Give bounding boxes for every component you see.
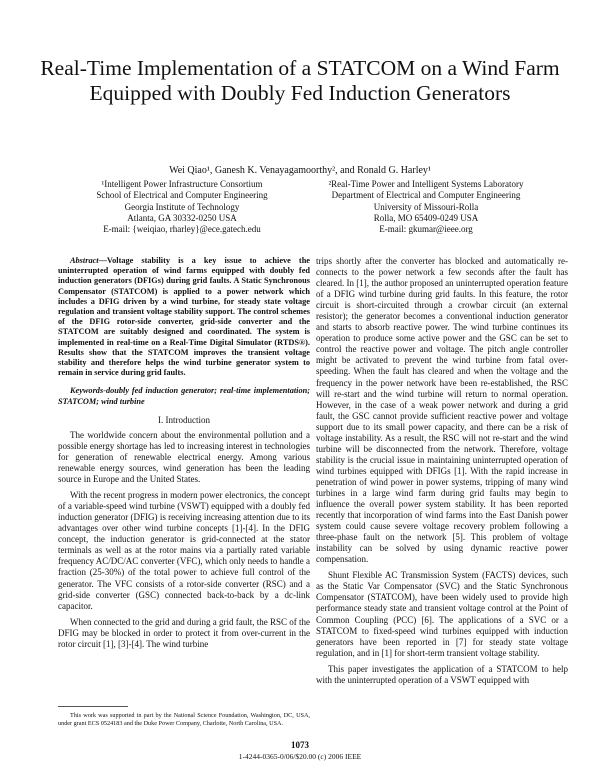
affiliation-left [62,179,302,235]
funding-footnote: This work was supported in part by the National Science Foundation, Washington, DC, USA, under grant ECS 0524183 and the Duke Power Company, Charlotte, North Carolina, USA. [58,712,310,727]
paper-title: Real-Time Implementation of a STATCOM on a Wind Farm Equipped with Doubly Fed Induction Generators [40,56,560,105]
affiliation-line: University of Missouri-Rolla [373,201,479,212]
body-paragraph: With the recent progress in modern power electronics, the concept of a variable-speed wind turbine (VSWT) equipped with a doubly fed induction generator (DFIG) is receiving increasing attention due to its advantages over other wind turbine concepts [1]-[4]. In the DFIG concept, the induction generator is grid-connected at the stator terminals as well as at the rotor mains via a partially rated variable frequency AC/DC/AC converter (VFC), which only needs to handle a fraction (25-30%) of the total power to achieve full control of the generator. The VFC consists of a rotor-side converter (RSC) and a grid-side converter (GSC) connected back-to-back by a dc-link capacitor. [58,490,310,611]
affiliation-line: Rolla, MO 65409-0249 USA [373,212,479,223]
abstract-text: —Voltage stability is a key issue to achieve the uninterrupted operation of wind farms equipped with doubly fed induction generators (DFIGs) during grid faults. A Static Synchronous Compensator (STATCOM) is applied to a power network which includes a DFIG driven by a wind turbine, for steady state voltage regulation and transient voltage stability support. The control schemes of the DFIG rotor-side converter, grid-side converter and the STATCOM are suitably designed and coordinated. The system is implemented in real-time on a Real-Time Digital Simulator (RTDS®). Results show that the STATCOM improves the transient voltage stability and therefore helps the wind turbine generator system to remain in service during grid faults. [58,256,310,378]
abstract [58,256,310,378]
affiliation-line: Atlanta, GA 30332-0250 USA [127,212,237,223]
body-paragraph: Shunt Flexible AC Transmission System (FACTS) devices, such as the Static Var Compensator (SVC) and the Static Synchronous Compensator (STATCOM), have been widely used to provide high performance steady state and transient voltage control at the Point of Common Coupling (PCC) [6]. The applications of a SVC or a STATCOM to fixed-speed wind turbines equipped with induction generators have been reported in [7] for steady state voltage regulation, and in [1] for short-term transient voltage stability. [316,570,568,658]
affiliation-email: E-mail: {weiqiao, rharley}@ece.gatech.edu [103,224,261,235]
affiliation-line: ¹Intelligent Power Infrastructure Consortium [101,179,263,189]
affiliation-right [306,179,546,235]
body-paragraph: trips shortly after the converter has blocked and automatically re-connects to the power network a few seconds after the fault has cleared. In [1], the author proposed an uninterrupted operation feature of a DFIG wind turbine during grid faults. In this feature, the rotor circuit is short-circuited through a crowbar circuit (an external resistor); the generator becomes a conventional induction generator and starts to absorb reactive power. The wind turbine continues its operation to produce some active power and the GSC can be set to control the reactive power and voltage. The pitch angle controller might be activated to prevent the wind turbine from fatal over-speeding. When the fault has cleared and when the voltage and the frequency in the power network have been re-established, the RSC will re-start and the wind turbine will return to normal operation. However, in the case of a weak power network and during a grid fault, the GSC cannot provide sufficient reactive power and voltage support due to its small power capacity, and there can be a risk of voltage instability. As a result, the RSC will not re-start and the wind turbine will be disconnected from the network. Therefore, voltage stability is the crucial issue in maintaining uninterrupted operation of wind turbines equipped with DFIGs [1]. With the rapid increase in penetration of wind power in power systems, tripping of many wind turbines in a large wind farm during grid faults may begin to influence the overall power system stability. It has been reported recently that incorporation of wind farms into the East Danish power system could cause severe voltage recovery problem following a three-phase fault on the network [5]. This problem of voltage instability can be solved by using dynamic reactive power compensation. [316,256,568,565]
page-number: 1073 [291,740,309,750]
footnote-rule [58,706,128,707]
abstract-label: Abstract [70,256,99,265]
right-column [316,256,568,686]
affiliation-line: Georgia Institute of Technology [124,201,240,212]
affiliation-line: School of Electrical and Computer Engineering [96,190,268,201]
body-paragraph: The worldwide concern about the environmental pollution and a possible energy shortage has led to increasing interest in technologies for generation of renewable electrical energy. Among various renewable energy sources, wind generation has been the leading source in Europe and the United States. [58,429,310,485]
affiliation-line: Department of Electrical and Computer Engineering [331,190,521,201]
affiliation-line: ²Real-Time Power and Intelligent Systems Laboratory [328,179,524,189]
affiliation-email: E-mail: gkumar@ieee.org [379,224,473,235]
copyright-line: 1-4244-0365-0/06/$20.00 (c) 2006 IEEE [238,752,362,761]
left-column [58,256,310,650]
section-heading: I. Introduction [158,414,210,425]
body-paragraph: When connected to the grid and during a grid fault, the RSC of the DFIG may be blocked in order to protect it from over-current in the rotor circuit [1], [3]-[4]. The wind turbine [58,616,310,649]
body-paragraph: This paper investigates the application of a STATCOM to help with the uninterrupted operation of a VSWT equipped with [316,663,568,685]
author-list: Wei Qiao¹, Ganesh K. Venayagamoorthy², and Ronald G. Harley¹ [169,165,431,176]
keywords: Keywords-doubly fed induction generator; real-time implementation; STATCOM; wind turbine [58,386,310,406]
